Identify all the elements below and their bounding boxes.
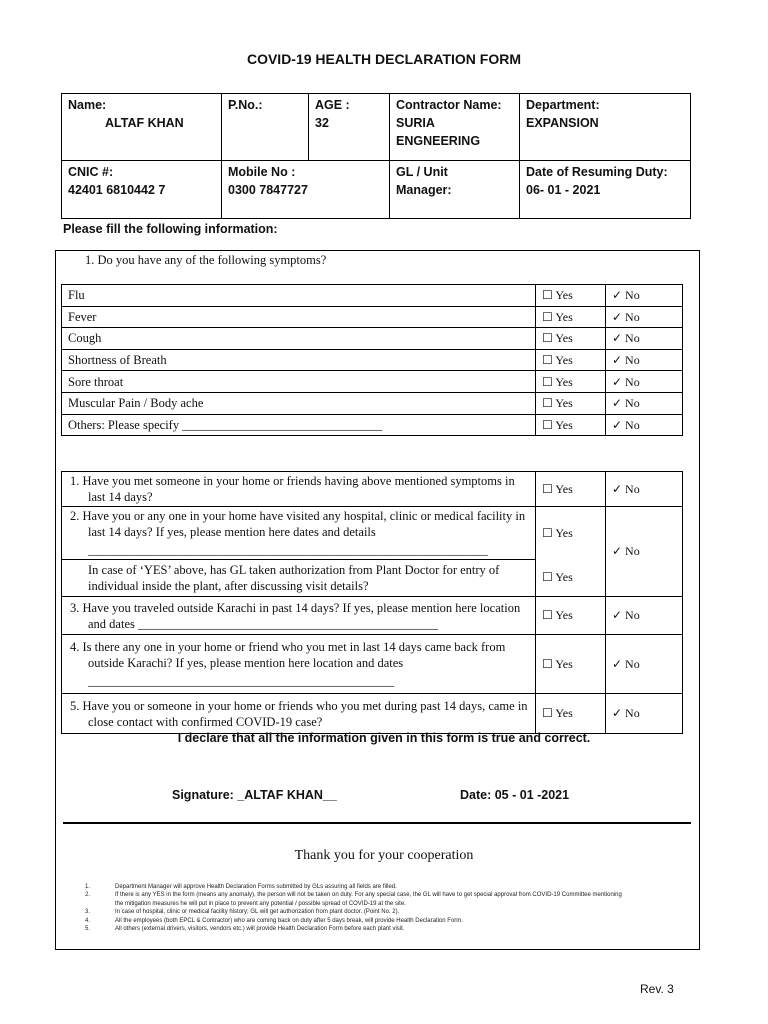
list-item: 1. Department Manager will approve Health Declaration Forms submitted by GLs assuring all fields are filled.: [85, 884, 397, 890]
yes-checkbox[interactable]: ☐ Yes: [536, 306, 606, 328]
yes-checkbox[interactable]: ☐ Yes: [536, 328, 606, 350]
question-text: 1. Have you met someone in your home or friends having above mentioned symptoms in last 14 days?: [70, 474, 515, 504]
yes-checkbox[interactable]: ☐ Yes: [536, 285, 606, 307]
department-label: Department:: [526, 98, 600, 112]
symptom-label: Shortness of Breath: [62, 349, 536, 371]
divider: [63, 822, 691, 824]
employee-info-table: [61, 93, 691, 219]
no-checkbox[interactable]: ✓ No: [606, 371, 683, 393]
answer-line: _________________________________________________: [88, 674, 395, 688]
no-checkbox[interactable]: ✓ No: [606, 635, 683, 694]
table-row: [62, 285, 683, 307]
name-value: ALTAF KHAN: [105, 116, 184, 130]
fill-instructions: Please fill the following information:: [63, 222, 278, 236]
yes-checkbox[interactable]: ☐ Yes: [536, 635, 606, 694]
question-text: 5. Have you or someone in your home or friends who you met during past 14 days, came in close contact with confirmed COVID-19 case?: [70, 698, 528, 729]
mobile-label: Mobile No :: [228, 165, 296, 179]
contractor-label: Contractor Name:: [396, 98, 502, 112]
cnic-value: 42401 6810442 7: [68, 183, 166, 197]
symptom-label: Sore throat: [62, 371, 536, 393]
revision-label: Rev. 3: [640, 982, 674, 996]
table-row: [62, 371, 683, 393]
table-row: [62, 507, 683, 560]
table-row: [62, 597, 683, 635]
question-text: 4. Is there any one in your home or friend who you met in last 14 days came back from outside Karachi? If yes, please mention here location and dates: [70, 640, 506, 670]
contractor-value-cont: ENGNEERING: [396, 134, 481, 148]
name-label: Name:: [68, 98, 107, 112]
no-checkbox[interactable]: ✓ No: [606, 392, 683, 414]
cnic-label: CNIC #:: [68, 165, 114, 179]
table-row: [62, 306, 683, 328]
yes-checkbox[interactable]: ☐ Yes: [536, 597, 606, 635]
department-value: EXPANSION: [526, 116, 599, 130]
thank-you-message: Thank you for your cooperation: [294, 848, 474, 863]
no-checkbox[interactable]: ✓ No: [606, 472, 683, 507]
signed-date-field: Date: 05 - 01 -2021: [460, 788, 570, 802]
contractor-value: SURIA: [396, 116, 435, 130]
age-value: 32: [315, 116, 329, 130]
list-item: 2. If there is any YES in the form (means any anomaly), the person will not be taken on duty. For any special case, the GL will have to get special approval from COVID-19 Committee mentioning: [85, 892, 622, 899]
no-checkbox[interactable]: ✓ No: [606, 306, 683, 328]
declaration-statement: I declare that all the information given in this form is true and correct.: [177, 731, 591, 745]
yes-checkbox[interactable]: ☐ Yes: [536, 560, 606, 597]
question-text: 2. Have you or any one in your home have visited any hospital, clinic or medical facility in last 14 days? If yes, please mention here dates and details: [70, 509, 526, 539]
table-row: [62, 694, 683, 734]
table-row: [62, 392, 683, 414]
exposure-questions-table: [61, 471, 683, 734]
symptoms-table: [61, 284, 683, 436]
yes-checkbox[interactable]: ☐ Yes: [536, 371, 606, 393]
table-row: [62, 635, 683, 694]
no-checkbox[interactable]: ✓ No: [606, 597, 683, 635]
resume-date-value: 06- 01 - 2021: [526, 183, 601, 197]
question-text: 3. Have you traveled outside Karachi in past 14 days? If yes, please mention here location and dates ________________________________________________: [70, 600, 521, 631]
table-row: [62, 414, 683, 436]
yes-checkbox[interactable]: ☐ Yes: [536, 349, 606, 371]
footnotes-list: [85, 883, 705, 933]
symptom-label: Muscular Pain / Body ache: [62, 392, 536, 414]
yes-checkbox[interactable]: ☐ Yes: [536, 507, 606, 560]
pno-label: P.No.:: [228, 98, 263, 112]
table-row: [62, 472, 683, 507]
gl-label: GL / Unit: [396, 165, 448, 179]
answer-line: ________________________________________________________________: [88, 543, 488, 557]
list-item: 5. All others (external drivers, visitors, vendors etc.) will provide Health Declaration Form before each plant visit.: [85, 926, 405, 933]
yes-checkbox[interactable]: ☐ Yes: [536, 472, 606, 507]
list-item: 3. In case of hospital, clinic or medical facility history; GL will get authorization from plant doctor. (Point No. 2).: [85, 909, 400, 916]
list-item: 4. All the employees (both EPCL & Contractor) who are coming back on duty after 5 days break, will provide Health Declaration Form.: [85, 917, 463, 924]
no-checkbox[interactable]: ✓ No: [606, 349, 683, 371]
no-checkbox[interactable]: ✓ No: [606, 328, 683, 350]
yes-checkbox[interactable]: ☐ Yes: [536, 694, 606, 734]
symptom-label: Flu: [62, 285, 536, 307]
age-label: AGE :: [315, 98, 350, 112]
symptom-label: Others: Please specify ________________________________: [62, 414, 536, 436]
symptom-label: Fever: [62, 306, 536, 328]
no-checkbox[interactable]: ✓ No: [606, 694, 683, 734]
table-row: [62, 349, 683, 371]
no-checkbox[interactable]: ✓ No: [606, 507, 683, 597]
symptoms-question: 1. Do you have any of the following symptoms?: [85, 253, 327, 267]
table-row: [62, 560, 683, 597]
list-item-continuation: the mitigation measures he will put in place to prevent any potential / possible spread of COVID-19 at the site.: [115, 900, 406, 907]
table-row: [62, 328, 683, 350]
no-checkbox[interactable]: ✓ No: [606, 285, 683, 307]
question-text: In case of ‘YES’ above, has GL taken authorization from Plant Doctor for entry of individual inside the plant, after discussing visit details?: [88, 563, 500, 593]
resume-date-label: Date of Resuming Duty:: [526, 165, 668, 179]
yes-checkbox[interactable]: ☐ Yes: [536, 414, 606, 436]
symptom-label: Cough: [62, 328, 536, 350]
form-title: COVID-19 HEALTH DECLARATION FORM: [246, 51, 522, 67]
signature-field: Signature: _ALTAF KHAN__: [172, 788, 337, 802]
mobile-value: 0300 7847727: [228, 183, 308, 197]
yes-checkbox[interactable]: ☐ Yes: [536, 392, 606, 414]
no-checkbox[interactable]: ✓ No: [606, 414, 683, 436]
gl-label-cont: Manager:: [396, 183, 452, 197]
